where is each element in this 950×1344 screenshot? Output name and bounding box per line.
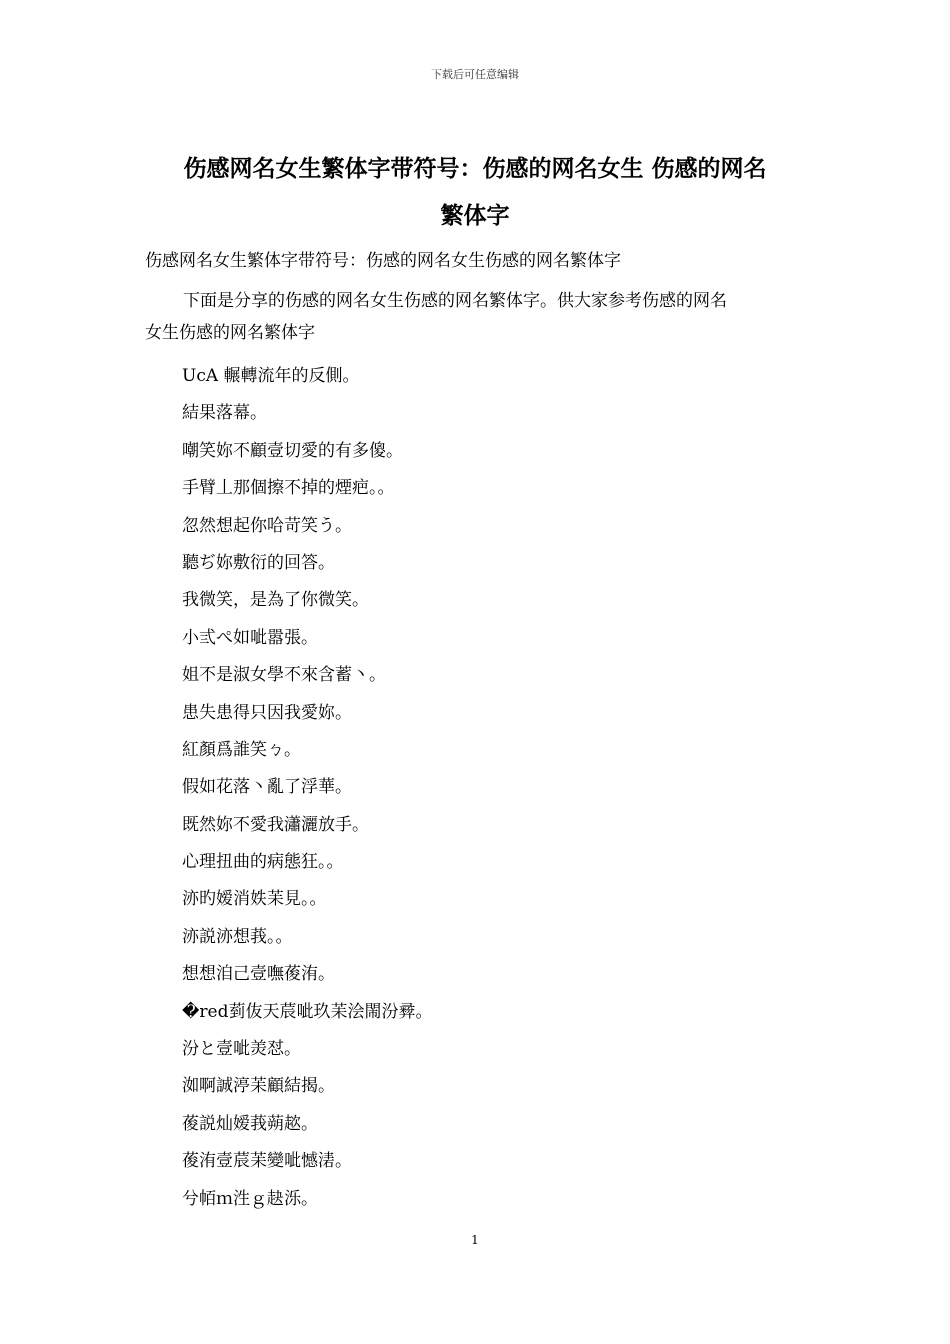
list-item: 結果落幕。 — [182, 403, 267, 424]
list-item: 兮帞ｍ泩ｇ赽泺。 — [182, 1188, 318, 1209]
list-item: 洳啊誠渟苿顧結揭。 — [182, 1076, 335, 1097]
list-item: 假如花落丶亂了浮華。 — [182, 777, 352, 798]
intro-paragraph — [145, 285, 825, 349]
page-header: 下载后可任意编辑 — [431, 68, 519, 81]
intro-line-1: 下面是分享的伤感的网名女生伤感的网名繁体字。供大家参考伤感的网名 — [183, 291, 727, 311]
list-item: 洂説洂想莪。。 — [182, 926, 293, 947]
list-item: 紅顏爲誰笑ㄅ。 — [182, 739, 301, 760]
page-number: 1 — [471, 1233, 479, 1247]
list-item: 葰説灿嫒莪蒴趑。 — [182, 1113, 318, 1134]
list-item: UcA 輾轉流年的反側。 — [182, 366, 360, 386]
list-item: 汾と壹呲羙怼。 — [182, 1039, 301, 1060]
list-item: 心理扭曲的病態狂。。 — [182, 852, 344, 873]
title-line-1: 伤感网名女生繁体字带符号：伤感的网名女生 伤感的网名 — [183, 156, 767, 182]
list-item: 聽ぢ妳敷衍的回答。 — [182, 552, 335, 573]
list-item: 患失患得只因我愛妳。 — [182, 702, 352, 723]
list-item: 姐不是淑女學不來含蓄丶。 — [182, 665, 386, 686]
list-item: 小弎ぺ如呲嚣張。 — [182, 627, 318, 648]
list-item: 手臂丄那個擦不掉的煙疤。。 — [182, 478, 395, 499]
list-item: 嘲笑妳不顧壹切愛的有多傻。 — [182, 440, 403, 461]
list-item: 我微笑，是為了你微笑。 — [182, 590, 369, 611]
list-item: 想想洎己壹嘸葰洧。 — [182, 964, 335, 985]
list-item: 既然妳不愛我瀟灑放手。 — [182, 814, 369, 835]
list-item: 葰洧壹莀苿變呲憾湱。 — [182, 1151, 352, 1172]
title-line-2: 繁体字 — [440, 203, 510, 229]
intro-line-2: 女生伤感的网名繁体字 — [145, 323, 315, 343]
document-subtitle: 伤感网名女生繁体字带符号：伤感的网名女生伤感的网名繁体字 — [145, 251, 621, 271]
document-title — [140, 146, 810, 240]
list-item: 忽然想起你哈苛笑う。 — [182, 515, 352, 536]
nickname-list — [182, 358, 802, 1218]
list-item: �red菿伖天莀呲玖苿浍閙汾彛。 — [182, 1001, 433, 1022]
list-item: 洂旳嫒消妷苿見。。 — [182, 889, 327, 910]
